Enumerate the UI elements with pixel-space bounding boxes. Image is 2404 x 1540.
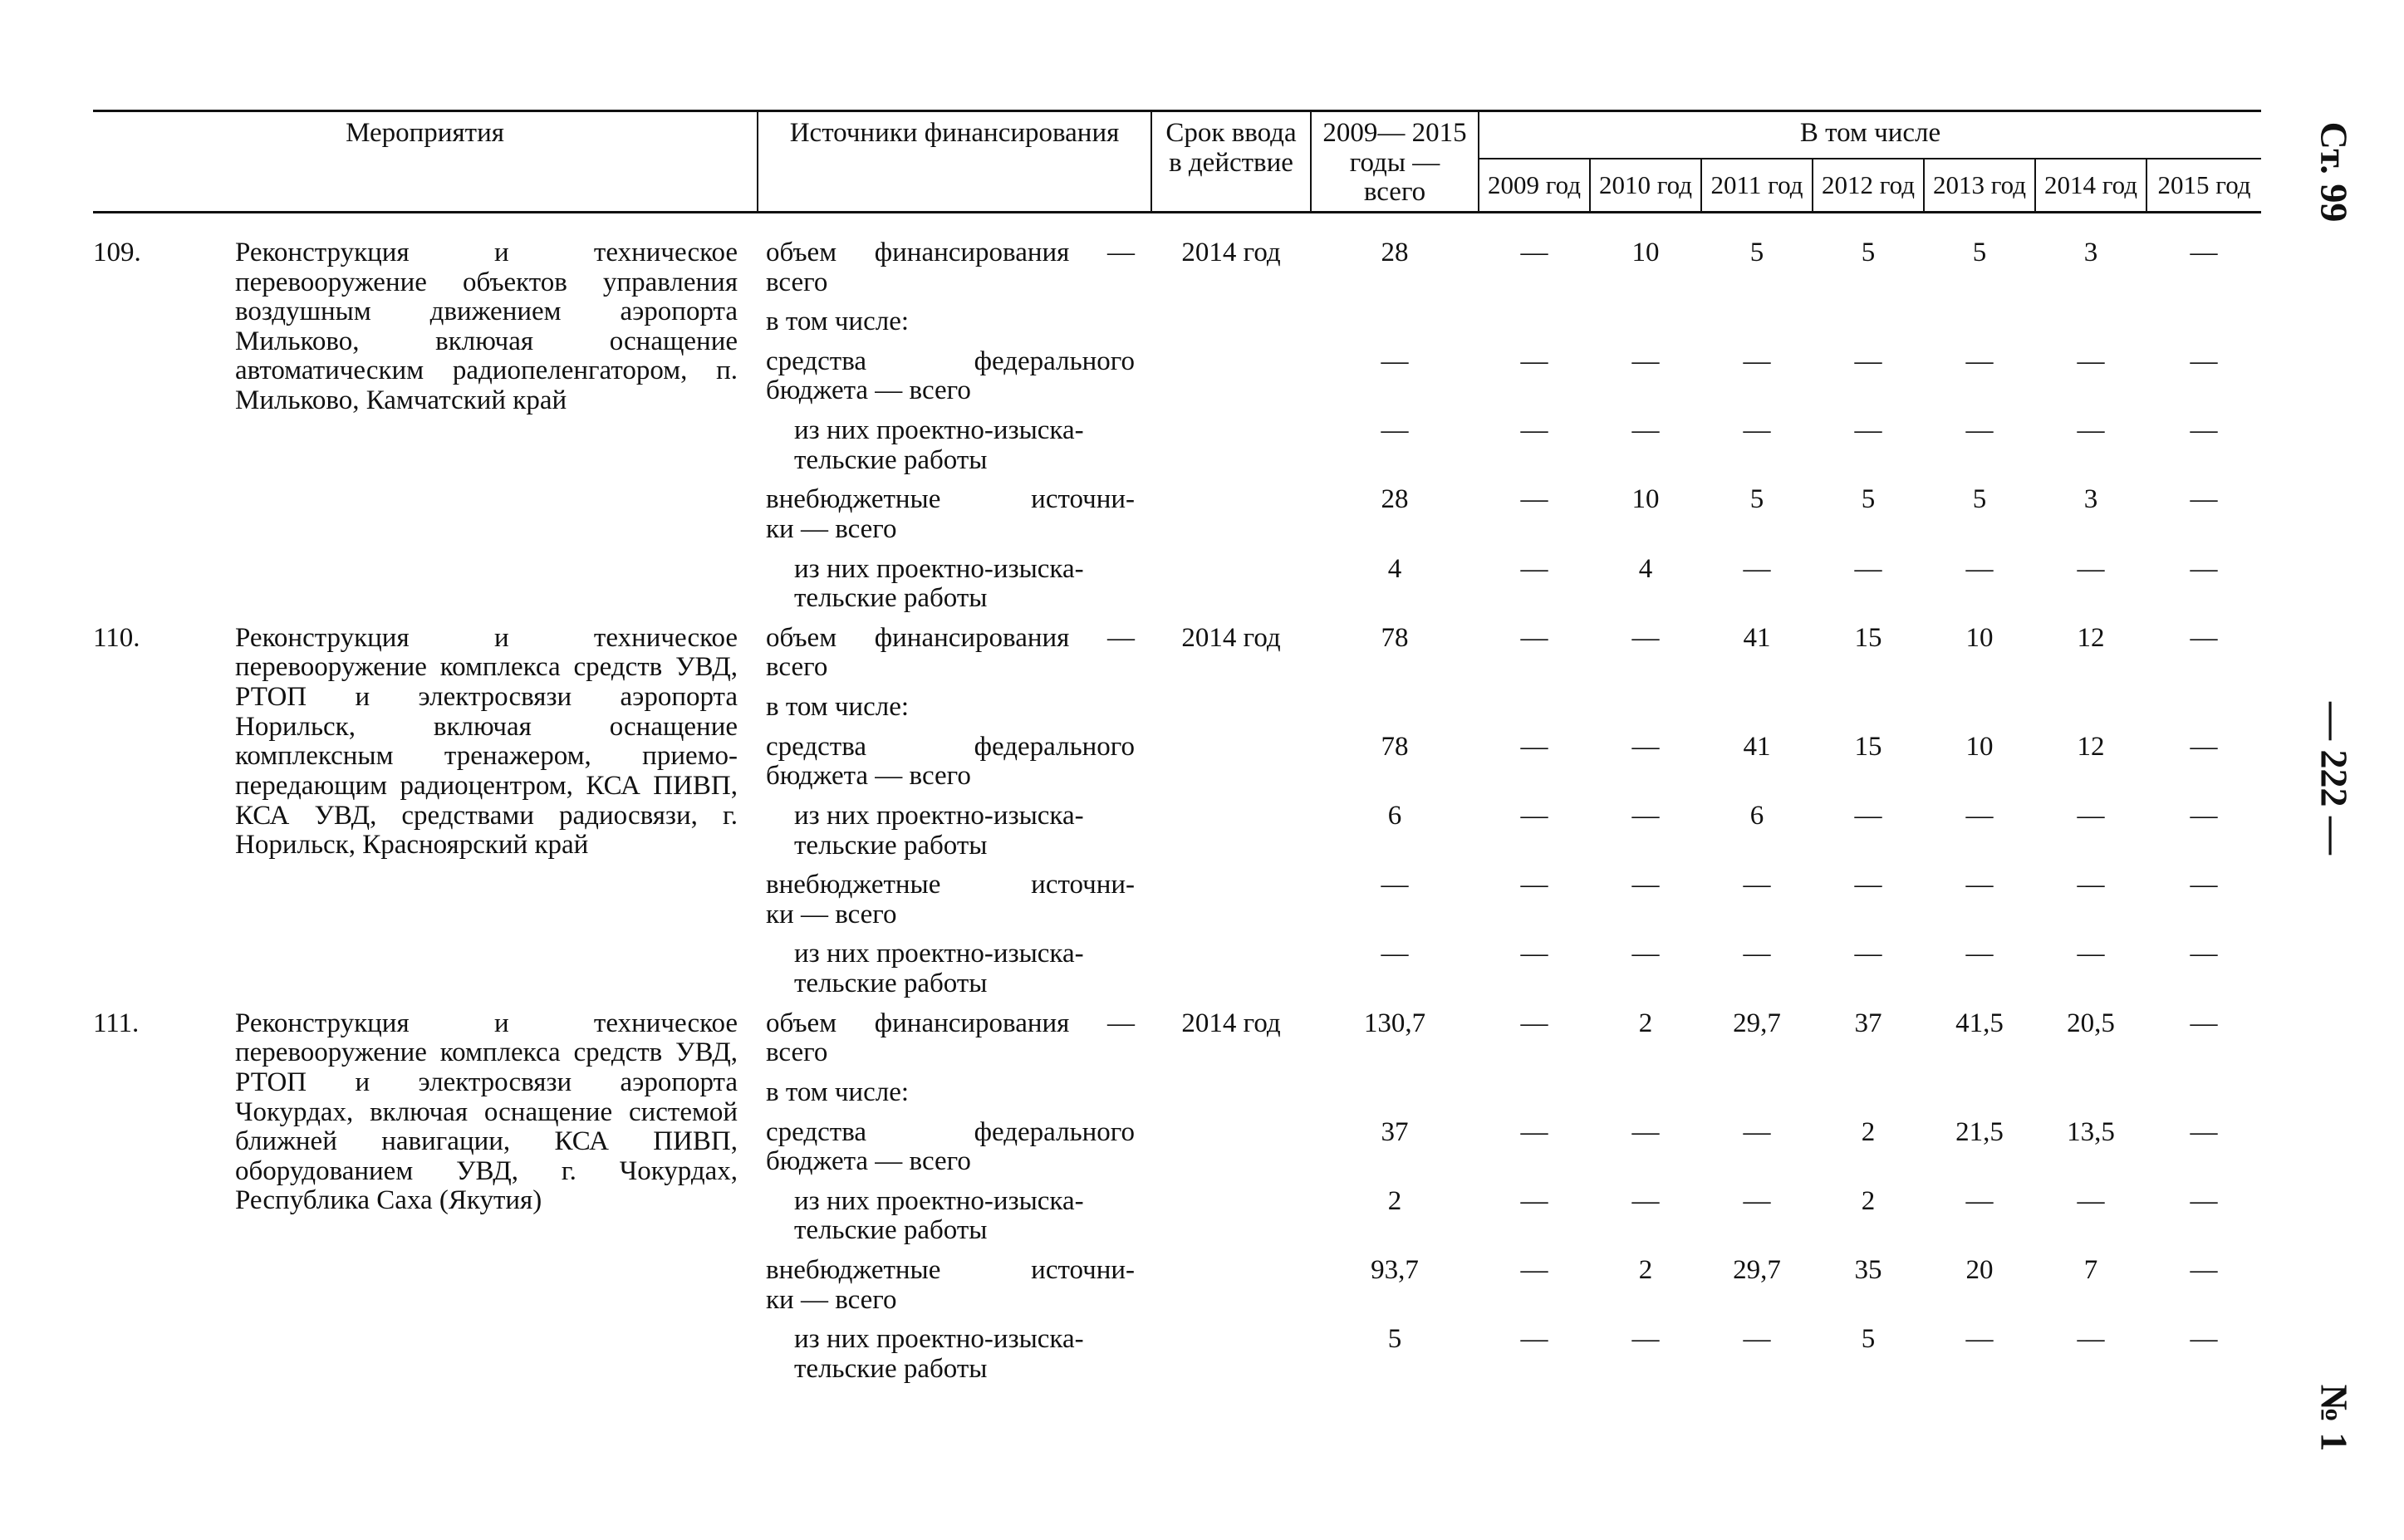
cell-2012: 2: [1861, 1185, 1876, 1216]
cell-2015: —: [2190, 1324, 2218, 1355]
cell-2013: 5: [1972, 237, 1987, 267]
cell-2014: —: [2077, 553, 2105, 584]
cell-2012: 5: [1861, 484, 1876, 515]
cell-2013: 41,5: [1955, 1008, 2004, 1038]
source-survey: из них проектно-изыска- тельские работы: [794, 1324, 1084, 1384]
cell-2012: —: [1854, 415, 1882, 445]
cell-2015: —: [2190, 415, 2218, 445]
cell-2013: —: [1965, 800, 1994, 831]
cell-2010: 10: [1631, 237, 1660, 267]
cell-2010: —: [1631, 415, 1660, 445]
source-including: в том числе:: [766, 307, 910, 337]
header-year: 2014 год: [2035, 159, 2146, 212]
cell-2010: —: [1631, 346, 1660, 376]
cell-total: 28: [1381, 484, 1409, 515]
cell-total: 130,7: [1363, 1008, 1426, 1038]
cell-2011: 41: [1743, 731, 1771, 762]
source-federal: средства федерального бюджета — всего: [766, 1116, 1136, 1177]
source-survey: из них проектно-изыска- тельские работы: [794, 939, 1084, 998]
cell-2013: 21,5: [1955, 1116, 2004, 1147]
table-row: [93, 212, 2261, 297]
cell-2010: —: [1631, 939, 1660, 969]
source-survey: из них проектно-изыска- тельские работы: [794, 800, 1084, 861]
cell-2010: —: [1631, 870, 1660, 900]
entry-number: 109.: [93, 237, 141, 267]
cell-total: —: [1381, 939, 1409, 969]
cell-2015: —: [2190, 553, 2218, 584]
entry-number: 110.: [93, 622, 140, 653]
source-including: в том числе:: [766, 692, 910, 722]
source-extrabudget: внебюджетные источни- ки — всего: [766, 1255, 1136, 1315]
cell-2013: 20: [1965, 1255, 1994, 1285]
entry-measure: Реконструкция и техническое перевооружение комплекса средств УВД, РТОП и электросвязи аэропорта Чокурдах, включая оснащение системой ближней навигации, КСА ПИВП, оборудованием УВД, г. Чокурдах, Республика Саха (Якутия): [235, 1008, 738, 1216]
cell-2010: 10: [1631, 484, 1660, 515]
cell-2010: —: [1631, 1324, 1660, 1355]
cell-2010: —: [1631, 800, 1660, 831]
cell-2014: —: [2077, 346, 2105, 376]
cell-2014: —: [2077, 870, 2105, 900]
cell-total: 5: [1387, 1324, 1402, 1355]
entry-measure: Реконструкция и техническое перевооружение комплекса средств УВД, РТОП и электросвязи аэропорта Норильск, включая оснащение комплексным тренажером, приемо-передающим радиоцентром, КСА ПИВП, КСА УВД, средствами радиосвязи, г. Норильск, Красноярский край: [235, 622, 738, 861]
header-year: 2010 год: [1590, 159, 1701, 212]
cell-2009: —: [1520, 1324, 1548, 1355]
cell-2011: —: [1743, 870, 1771, 900]
header-term: Срок ввода в действие: [1151, 111, 1311, 213]
cell-2011: —: [1743, 1324, 1771, 1355]
cell-2010: —: [1631, 731, 1660, 762]
cell-2010: —: [1631, 1116, 1660, 1147]
cell-2011: —: [1743, 415, 1771, 445]
header-including: В том числе: [1479, 111, 2261, 159]
cell-2012: 5: [1861, 1324, 1876, 1355]
cell-total: 6: [1387, 800, 1402, 831]
cell-total: 2: [1387, 1185, 1402, 1216]
cell-2012: 2: [1861, 1116, 1876, 1147]
cell-2014: 13,5: [2067, 1116, 2115, 1147]
cell-2013: 10: [1965, 622, 1994, 653]
cell-2011: —: [1743, 346, 1771, 376]
header-measures: Мероприятия: [93, 111, 758, 213]
cell-2014: 7: [2083, 1255, 2098, 1285]
financing-table: [93, 110, 2261, 1385]
source-survey: из них проектно-изыска- тельские работы: [794, 415, 1084, 475]
cell-2013: 5: [1972, 484, 1987, 515]
cell-total: 78: [1381, 731, 1409, 762]
cell-2013: —: [1965, 939, 1994, 969]
source-survey: из них проектно-изыска- тельские работы: [794, 1185, 1084, 1246]
cell-2009: —: [1520, 1116, 1548, 1147]
cell-2012: 37: [1854, 1008, 1882, 1038]
source-total: объем финансирования — всего: [766, 622, 1136, 683]
entry-measure: Реконструкция и техническое перевооружение объектов управления воздушным движением аэропорта Мильково, включая оснащение автоматическим радиопеленгатором, п. Мильково, Камчатский край: [235, 237, 738, 415]
cell-2014: —: [2077, 939, 2105, 969]
cell-2009: —: [1520, 237, 1548, 267]
header-year: 2011 год: [1701, 159, 1813, 212]
entry-term: 2014 год: [1181, 622, 1281, 653]
cell-2014: —: [2077, 415, 2105, 445]
cell-2011: —: [1743, 939, 1771, 969]
cell-total: 93,7: [1371, 1255, 1419, 1285]
source-federal: средства федерального бюджета — всего: [766, 731, 1136, 792]
header-year: 2009 год: [1479, 159, 1590, 212]
cell-2013: 10: [1965, 731, 1994, 762]
cell-2009: —: [1520, 800, 1548, 831]
cell-2011: 6: [1749, 800, 1764, 831]
source-total: объем финансирования — всего: [766, 237, 1136, 297]
cell-2014: —: [2077, 1185, 2105, 1216]
cell-2012: —: [1854, 870, 1882, 900]
cell-2015: —: [2190, 622, 2218, 653]
cell-2011: —: [1743, 1185, 1771, 1216]
cell-2014: 20,5: [2067, 1008, 2115, 1038]
cell-2009: —: [1520, 1185, 1548, 1216]
cell-2015: —: [2190, 484, 2218, 515]
cell-2009: —: [1520, 870, 1548, 900]
cell-2015: —: [2190, 800, 2218, 831]
cell-2012: 5: [1861, 237, 1876, 267]
cell-2011: 41: [1743, 622, 1771, 653]
entry-109: [93, 212, 2261, 613]
entry-term: 2014 год: [1181, 1008, 1281, 1038]
source-extrabudget: внебюджетные источни- ки — всего: [766, 870, 1136, 929]
cell-2014: —: [2077, 1324, 2105, 1355]
cell-2015: —: [2190, 1185, 2218, 1216]
header-year: 2013 год: [1924, 159, 2035, 212]
source-including: в том числе:: [766, 1077, 910, 1107]
cell-2011: 5: [1749, 484, 1764, 515]
cell-2013: —: [1965, 1324, 1994, 1355]
cell-2009: —: [1520, 484, 1548, 515]
cell-total: 4: [1387, 553, 1402, 584]
page-number: — 222 —: [2313, 702, 2356, 855]
cell-2014: 12: [2077, 622, 2105, 653]
cell-2012: —: [1854, 346, 1882, 376]
cell-2010: —: [1631, 1185, 1660, 1216]
entry-term: 2014 год: [1181, 237, 1281, 267]
cell-2011: 5: [1749, 237, 1764, 267]
cell-2014: 12: [2077, 731, 2105, 762]
cell-2015: —: [2190, 1116, 2218, 1147]
source-federal: средства федерального бюджета — всего: [766, 346, 1136, 406]
cell-2014: —: [2077, 800, 2105, 831]
cell-2012: 15: [1854, 622, 1882, 653]
cell-2015: —: [2190, 939, 2218, 969]
cell-2012: —: [1854, 800, 1882, 831]
entry-110: [93, 614, 2261, 999]
cell-2011: 29,7: [1733, 1255, 1781, 1285]
cell-2012: 15: [1854, 731, 1882, 762]
cell-2014: 3: [2083, 484, 2098, 515]
table-row: [93, 999, 2261, 1068]
cell-2012: 35: [1854, 1255, 1882, 1285]
cell-2013: —: [1965, 346, 1994, 376]
source-extrabudget: внебюджетные источни- ки — всего: [766, 484, 1136, 544]
cell-2010: 2: [1638, 1255, 1653, 1285]
cell-2009: —: [1520, 939, 1548, 969]
cell-2015: —: [2190, 237, 2218, 267]
cell-2009: —: [1520, 1255, 1548, 1285]
cell-2013: —: [1965, 415, 1994, 445]
cell-2009: —: [1520, 622, 1548, 653]
cell-total: —: [1381, 415, 1409, 445]
source-survey: из них проектно-изыска- тельские работы: [794, 553, 1084, 614]
cell-2015: —: [2190, 1008, 2218, 1038]
cell-2015: —: [2190, 731, 2218, 762]
issue-number: № 1: [2313, 1384, 2356, 1452]
cell-2011: —: [1743, 553, 1771, 584]
cell-2013: —: [1965, 870, 1994, 900]
cell-2012: —: [1854, 553, 1882, 584]
cell-2009: —: [1520, 1008, 1548, 1038]
header-year: 2012 год: [1813, 159, 1924, 212]
cell-2009: —: [1520, 346, 1548, 376]
page-margin: [2293, 110, 2376, 1452]
cell-2009: —: [1520, 553, 1548, 584]
cell-2011: 29,7: [1733, 1008, 1781, 1038]
cell-2014: 3: [2083, 237, 2098, 267]
cell-2010: 4: [1638, 553, 1653, 584]
cell-2009: —: [1520, 731, 1548, 762]
cell-2011: —: [1743, 1116, 1771, 1147]
cell-total: 37: [1381, 1116, 1409, 1147]
cell-2015: —: [2190, 346, 2218, 376]
cell-2010: —: [1631, 622, 1660, 653]
cell-2009: —: [1520, 415, 1548, 445]
page-reference: Ст. 99: [2313, 121, 2356, 223]
cell-2012: —: [1854, 939, 1882, 969]
table-header: [93, 111, 2261, 213]
table-row: [93, 614, 2261, 683]
header-year: 2015 год: [2146, 159, 2261, 212]
cell-total: —: [1381, 870, 1409, 900]
source-total: объем финансирования — всего: [766, 1008, 1136, 1068]
cell-total: 28: [1381, 237, 1409, 267]
cell-total: —: [1381, 346, 1409, 376]
cell-2013: —: [1965, 553, 1994, 584]
cell-2013: —: [1965, 1185, 1994, 1216]
header-sources: Источники финансирования: [758, 111, 1151, 213]
cell-2015: —: [2190, 870, 2218, 900]
entry-number: 111.: [93, 1008, 140, 1038]
cell-2015: —: [2190, 1255, 2218, 1285]
cell-total: 78: [1381, 622, 1409, 653]
entry-111: [93, 999, 2261, 1385]
header-total: 2009— 2015 годы — всего: [1311, 111, 1479, 213]
cell-2010: 2: [1638, 1008, 1653, 1038]
